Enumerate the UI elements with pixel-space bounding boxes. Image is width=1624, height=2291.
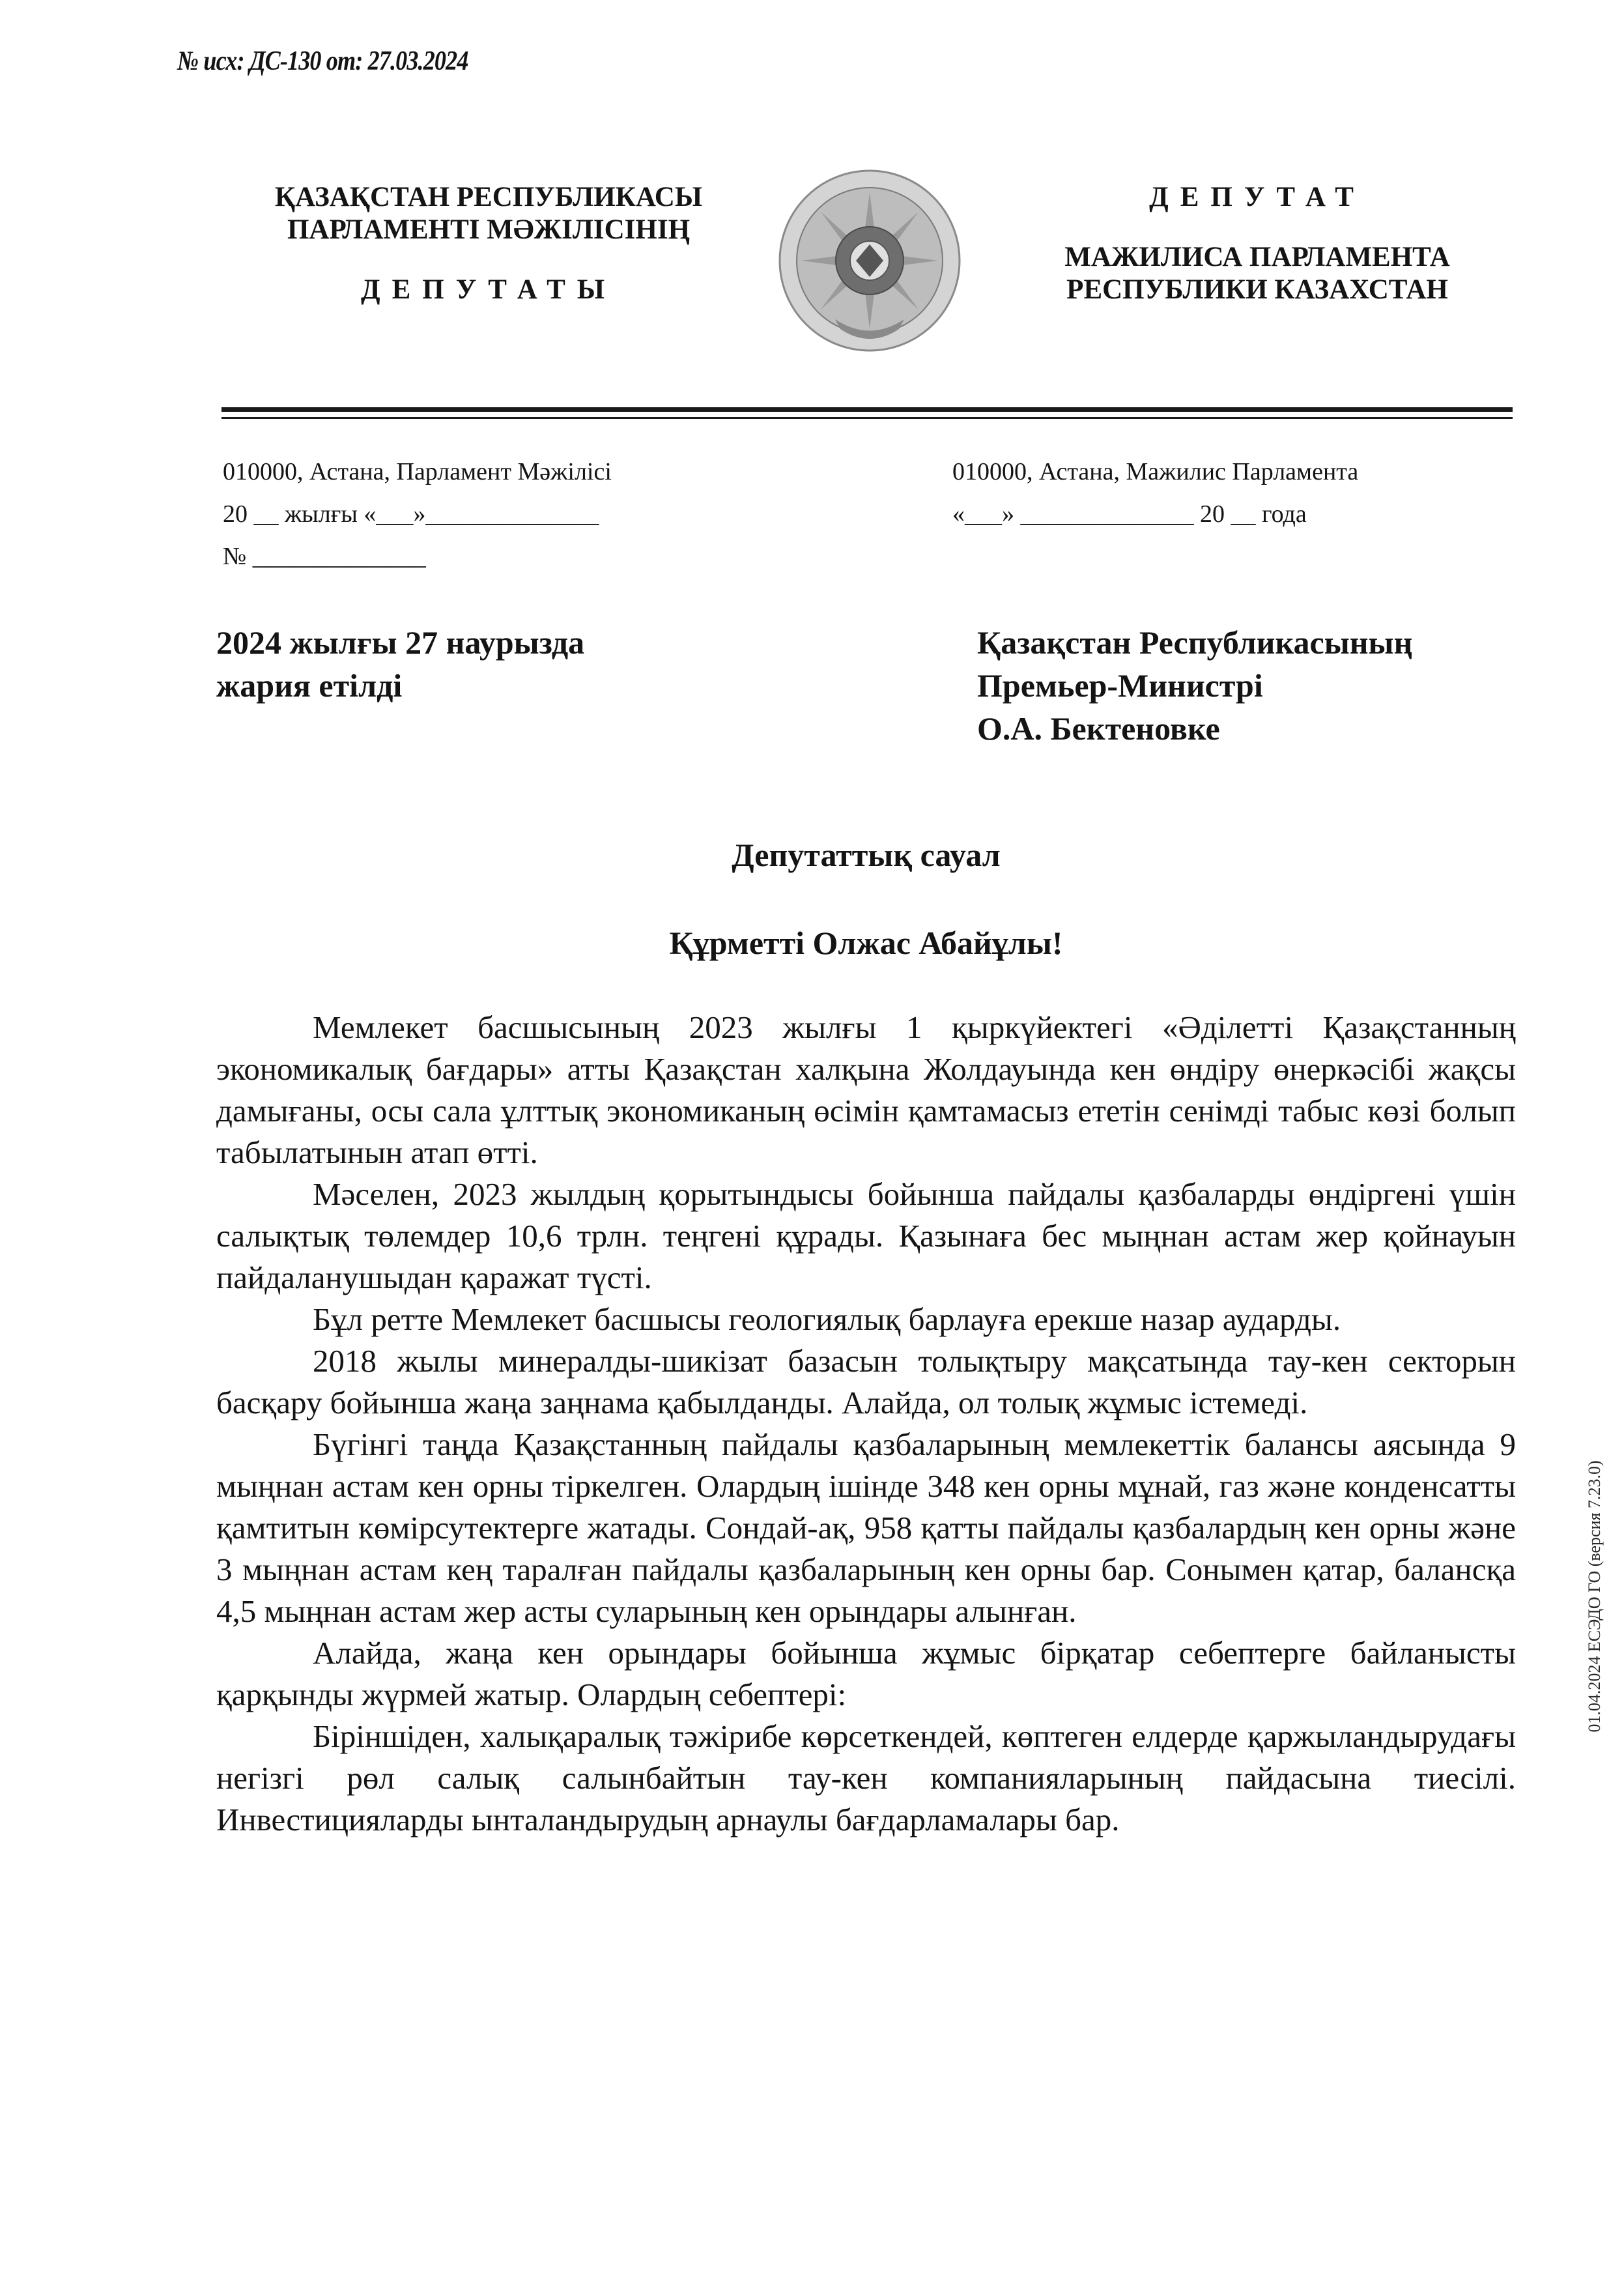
header-divider-thin xyxy=(221,417,1513,419)
address-left-line3: № ______________ xyxy=(223,543,426,570)
paragraph: 2018 жылы минералды-шикізат базасын толықтыру мақсатында тау-кен секторын басқару бойынша жаңа заңнама қабылданды. Алайда, ол толық жұмыс істемеді. xyxy=(216,1343,1516,1420)
addressee-line2: Премьер-Министрі xyxy=(977,667,1263,704)
address-left-line2: 20 __ жылғы «___»______________ xyxy=(223,500,599,528)
document-body xyxy=(216,1007,1516,1841)
addressee-line1: Қазақстан Республикасының xyxy=(977,624,1413,661)
header-right-line2: МАЖИЛИСА ПАРЛАМЕНТА xyxy=(1064,242,1450,272)
publication-note xyxy=(216,621,584,707)
address-right xyxy=(952,451,1358,536)
paragraph: Біріншіден, халықаралық тәжірибе көрсеткендей, көптеген елдерде қаржыландырудағы негізгі рөл салық салынбайтын тау-кен компанияларының пайдасына тиесілі. Инвестицияларды ынталандырудың арнаулы бағдарламалары бар. xyxy=(216,1718,1516,1837)
publication-line2: жария етілді xyxy=(216,667,403,704)
side-stamp-text: 01.04.2024 ЕСЭДО ГО (версия 7.23.0) xyxy=(1585,1460,1604,1733)
address-right-line1: 010000, Астана, Мажилис Парламента xyxy=(952,458,1359,485)
header-left-line2: ПАРЛАМЕНТІ МӘЖІЛІСІНІҢ xyxy=(287,214,691,245)
address-left xyxy=(223,451,612,578)
publication-line1: 2024 жылғы 27 наурызда xyxy=(216,624,585,661)
document-title: Депутаттық сауал xyxy=(732,837,1001,873)
side-stamp xyxy=(1575,1362,1614,1831)
addressee xyxy=(977,621,1412,750)
header-right-line3: РЕСПУБЛИКИ КАЗАХСТАН xyxy=(1066,274,1448,305)
state-emblem-icon xyxy=(775,166,964,355)
header-left xyxy=(221,181,756,306)
paragraph: Мемлекет басшысының 2023 жылғы 1 қыркүйектегі «Әділетті Қазақстанның экономикалық бағдары» атты Қазақстан халқына Жолдауында кен өндіру өнеркәсібі жақсы дамығаны, осы сала ұлттық экономиканың өсімін қамтамасыз ететін сенімді табыс көзі болып табылатынын атап өтті. xyxy=(216,1009,1516,1170)
paragraph: Алайда, жаңа кен орындары бойынша жұмыс бірқатар себептерге байланысты қарқынды жүрмей жатыр. Олардың себептері: xyxy=(216,1635,1516,1712)
address-left-line1: 010000, Астана, Парламент Мәжілісі xyxy=(223,458,612,485)
registration-number: № исх: ДС-130 от: 27.03.2024 xyxy=(177,46,468,76)
salutation: Құрметті Олжас Абайұлы! xyxy=(669,925,1063,961)
addressee-line3: О.А. Бектеновке xyxy=(977,710,1220,747)
paragraph: Бұл ретте Мемлекет басшысы геологиялық барлауға ерекше назар аударды. xyxy=(313,1301,1341,1337)
header-right-line1: ДЕПУТАТ xyxy=(1149,182,1365,212)
header-right xyxy=(1023,181,1492,306)
address-right-line2: «___» ______________ 20 __ года xyxy=(952,500,1307,528)
header-left-line1: ҚАЗАҚСТАН РЕСПУБЛИКАСЫ xyxy=(274,182,703,212)
header-left-line3: ДЕПУТАТЫ xyxy=(361,274,616,305)
paragraph: Мәселен, 2023 жылдың қорытындысы бойынша пайдалы қазбаларды өндіргені үшін салықтық төлемдер 10,6 трлн. теңгені құрады. Қазынаға бес мыңнан астам жер қойнауын пайдаланушыдан қаражат түсті. xyxy=(216,1176,1516,1295)
paragraph: Бүгінгі таңда Қазақстанның пайдалы қазбаларының мемлекеттік балансы аясында 9 мыңнан астам кен орны тіркелген. Олардың ішінде 348 кен орны мұнай, газ және конденсатты қамтитын көмірсутектерге жатады. Сондай-ақ, 958 қатты пайдалы қазбалардың кен орны және 3 мыңнан астам кең таралған пайдалы қазбаларының кен орны бар. Сонымен қатар, балансқа 4,5 мыңнан астам жер асты суларының кен орындары алынған. xyxy=(216,1426,1516,1629)
header-divider-thick xyxy=(221,407,1513,412)
